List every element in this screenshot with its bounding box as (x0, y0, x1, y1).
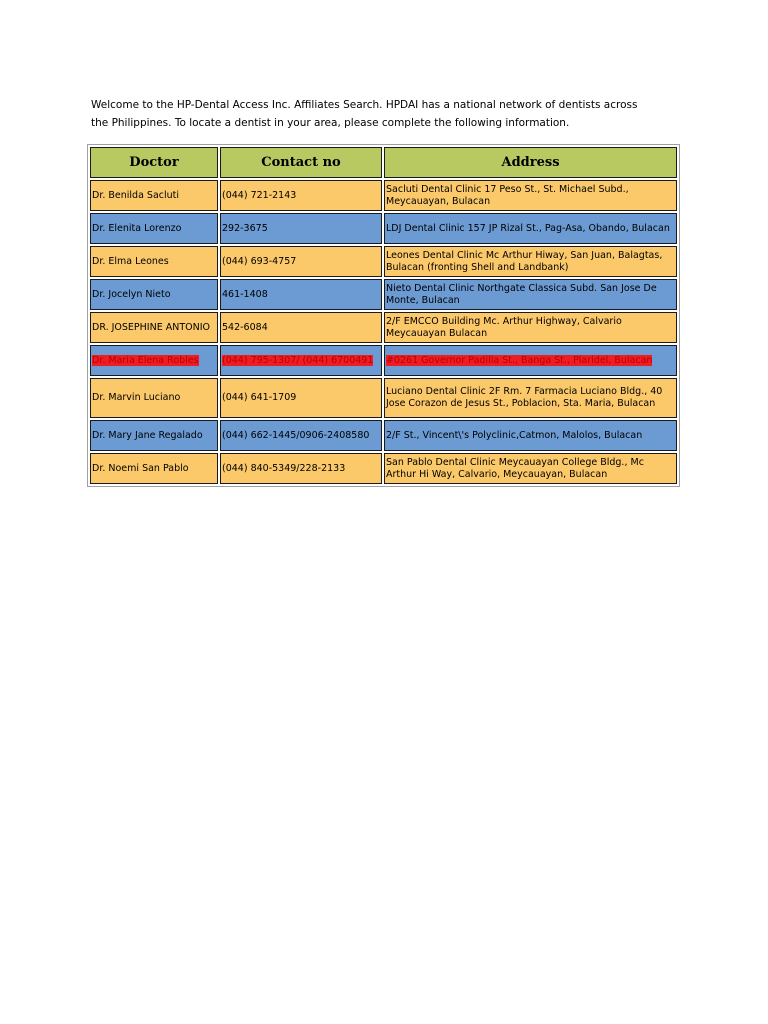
doctor-cell: Dr. Noemi San Pablo (90, 453, 218, 484)
table-row (90, 312, 677, 343)
highlighted-contact: (044) 795-1307/ (044) 6700491 (222, 354, 374, 366)
address-cell: 2/F St., Vincent\'s Polyclinic,Catmon, Malolos, Bulacan (384, 420, 677, 451)
doctor-cell: Dr. Jocelyn Nieto (90, 279, 218, 310)
header-doctor: Doctor (90, 147, 218, 178)
doctor-cell: Dr. Mary Jane Regalado (90, 420, 218, 451)
table-row (90, 453, 677, 484)
address-cell (384, 345, 677, 376)
address-cell: LDJ Dental Clinic 157 JP Rizal St., Pag-Asa, Obando, Bulacan (384, 213, 677, 244)
address-cell: Luciano Dental Clinic 2F Rm. 7 Farmacia Luciano Bldg., 40 Jose Corazon de Jesus St., Poblacion, Sta. Maria, Bulacan (384, 378, 677, 418)
highlighted-address: #0261 Governor Padilla St., Banga St., Plaridel, Bulacan (386, 354, 653, 366)
address-cell: Nieto Dental Clinic Northgate Classica Subd. San Jose De Monte, Bulacan (384, 279, 677, 310)
intro-text: Welcome to the HP-Dental Access Inc. Affiliates Search. HPDAI has a national network of dentists across the Philippines. To locate a dentist in your area, please complete the following information. (91, 99, 638, 129)
contact-cell: (044) 693-4757 (220, 246, 382, 277)
header-contact: Contact no (220, 147, 382, 178)
contact-cell: (044) 662-1445/0906-2408580 (220, 420, 382, 451)
contact-cell: 461-1408 (220, 279, 382, 310)
address-cell: 2/F EMCCO Building Mc. Arthur Highway, Calvario Meycauayan Bulacan (384, 312, 677, 343)
address-cell: Sacluti Dental Clinic 17 Peso St., St. Michael Subd., Meycauayan, Bulacan (384, 180, 677, 211)
table-row (90, 378, 677, 418)
doctor-cell: Dr. Elenita Lorenzo (90, 213, 218, 244)
affiliates-table (87, 144, 680, 487)
contact-cell: (044) 721-2143 (220, 180, 382, 211)
highlighted-doctor: Dr. Maria Elena Robles (92, 354, 199, 366)
contact-cell: (044) 840-5349/228-2133 (220, 453, 382, 484)
contact-cell (220, 345, 382, 376)
table-row (90, 246, 677, 277)
table-row (90, 213, 677, 244)
table-row-highlighted (90, 345, 677, 376)
doctor-cell: DR. JOSEPHINE ANTONIO (90, 312, 218, 343)
table-row (90, 180, 677, 211)
doctor-cell: Dr. Benilda Sacluti (90, 180, 218, 211)
contact-cell: (044) 641-1709 (220, 378, 382, 418)
doctor-cell (90, 345, 218, 376)
address-cell: San Pablo Dental Clinic Meycauayan College Bldg., Mc Arthur Hi Way, Calvario, Meycauayan, Bulacan (384, 453, 677, 484)
table-row (90, 279, 677, 310)
doctor-cell: Dr. Elma Leones (90, 246, 218, 277)
table-header-row (90, 147, 677, 178)
table-row (90, 420, 677, 451)
address-cell: Leones Dental Clinic Mc Arthur Hiway, San Juan, Balagtas, Bulacan (fronting Shell and Landbank) (384, 246, 677, 277)
contact-cell: 292-3675 (220, 213, 382, 244)
doctor-cell: Dr. Marvin Luciano (90, 378, 218, 418)
header-address: Address (384, 147, 677, 178)
contact-cell: 542-6084 (220, 312, 382, 343)
